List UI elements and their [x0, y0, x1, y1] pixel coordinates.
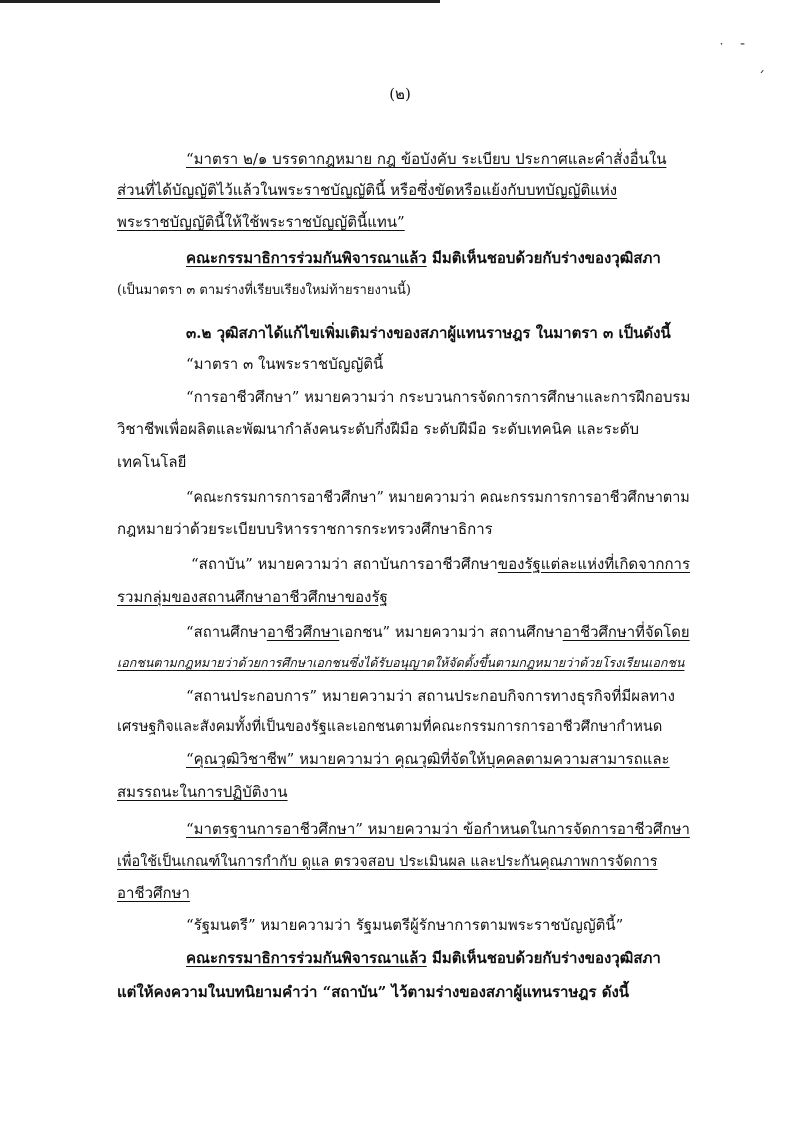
text-line: ส่วนที่ได้บัญญัติไว้แล้วในพระราชบัญญัตินี้ หรือซึ่งขัดหรือแย้งกับบทบัญญัติแห่ง [117, 181, 618, 199]
scan-speck: ˙ [718, 42, 725, 58]
resolution-text: มีมติเห็นชอบด้วยกับร่างของวุฒิสภา [426, 949, 661, 967]
text-segment: เอกชน” หมายความว่า สถานศึกษา [339, 623, 563, 641]
text-line: “รัฐมนตรี” หมายความว่า รัฐมนตรีผู้รักษาการตามพระราชบัญญัตินี้” [186, 916, 624, 934]
text-line: กฎหมายว่าด้วยระเบียบบริหารราชการกระทรวงศึกษาธิการ [117, 520, 493, 538]
committee-heading: คณะกรรมาธิการร่วมกันพิจารณาแล้ว [186, 249, 427, 267]
scan-speck: ‑ [740, 36, 746, 52]
text-line: วิชาชีพเพื่อผลิตและพัฒนากำลังคนระดับกึ่งฝีมือ ระดับฝีมือ ระดับเทคนิค และระดับ [117, 420, 640, 438]
text-line: พระราชบัญญัตินี้ให้ใช้พระราชบัญญัตินี้แทน” [117, 213, 405, 231]
text-line: “มาตรา ๓ ในพระราชบัญญัตินี้ [186, 355, 384, 373]
text-line: (เป็นมาตรา ๓ ตามร่างที่เรียบเรียงใหม่ท้ายรายงานนี้) [117, 283, 411, 298]
text-line: เทคโนโลยี [117, 453, 187, 471]
text-line [186, 625, 690, 640]
text-line: “คณะกรรมการการอาชีวศึกษา” หมายความว่า คณะกรรมการการอาชีวศึกษาตาม [186, 488, 690, 506]
resolution-text: มีมติเห็นชอบด้วยกับร่างของวุฒิสภา [426, 249, 661, 267]
text-line: สมรรถนะในการปฏิบัติงาน [117, 783, 288, 801]
section-heading: ๓.๒ วุฒิสภาได้แก้ไขเพิ่มเติมร่างของสภาผู้แทนราษฎร ในมาตรา ๓ เป็นดังนี้ [186, 324, 671, 342]
text-line: “สถานประกอบการ” หมายความว่า สถานประกอบกิจการทางธุรกิจที่มีผลทาง [186, 687, 675, 705]
text-line: เพื่อใช้เป็นเกณฑ์ในการกำกับ ดูแล ตรวจสอบ ประเมินผล และประกันคุณภาพการจัดการ [117, 854, 658, 870]
committee-resolution [186, 951, 661, 966]
text-segment: “สถานศึกษา [186, 623, 267, 641]
text-line: “มาตรา ๒/๑ บรรดากฎหมาย กฎ ข้อบังคับ ระเบียบ ประกาศและคำสั่งอื่นใน [186, 150, 667, 168]
text-line: รวมกลุ่มของสถานศึกษาอาชีวศึกษาของรัฐ [117, 588, 388, 606]
text-segment-underlined: ของรัฐแต่ละแห่งที่เกิดจากการ [497, 555, 691, 573]
text-line: เศรษฐกิจและสังคมทั้งที่เป็นของรัฐและเอกชนตามที่คณะกรรมการการอาชีวศึกษากำหนด [117, 719, 663, 735]
scan-speck: ˊ [758, 70, 765, 86]
text-line: เอกชนตามกฎหมายว่าด้วยการศึกษาเอกชนซึ่งได้รับอนุญาตให้จัดตั้งขึ้นตามกฎหมายว่าด้วยโรงเรียนเอกชน [117, 655, 685, 670]
committee-heading: คณะกรรมาธิการร่วมกันพิจารณาแล้ว [186, 949, 427, 967]
text-segment: “สถาบัน” หมายความว่า สถาบันการอาชีวศึกษา [191, 555, 498, 573]
committee-resolution [186, 251, 661, 266]
text-line: “การอาชีวศึกษา” หมายความว่า กระบวนการจัดการการศึกษาและการฝึกอบรม [186, 388, 691, 406]
text-line: “คุณวุฒิวิชาชีพ” หมายความว่า คุณวุฒิที่จัดให้บุคคลตามความสามารถและ [186, 750, 670, 768]
page-number: (๒) [389, 85, 411, 103]
text-line: แต่ให้คงความในบทนิยามคำว่า “สถาบัน” ไว้ตามร่างของสภาผู้แทนราษฎร ดังนี้ [117, 983, 630, 1001]
text-line [191, 557, 690, 572]
text-line: “มาตรฐานการอาชีวศึกษา” หมายความว่า ข้อกำหนดในการจัดการอาชีวศึกษา [186, 820, 690, 838]
top-border-line [0, 0, 440, 3]
text-line: อาชีวศึกษา [117, 884, 190, 902]
text-segment-underlined: อาชีวศึกษา [266, 623, 340, 641]
text-segment-underlined: อาชีวศึกษาที่จัดโดย [562, 623, 690, 641]
